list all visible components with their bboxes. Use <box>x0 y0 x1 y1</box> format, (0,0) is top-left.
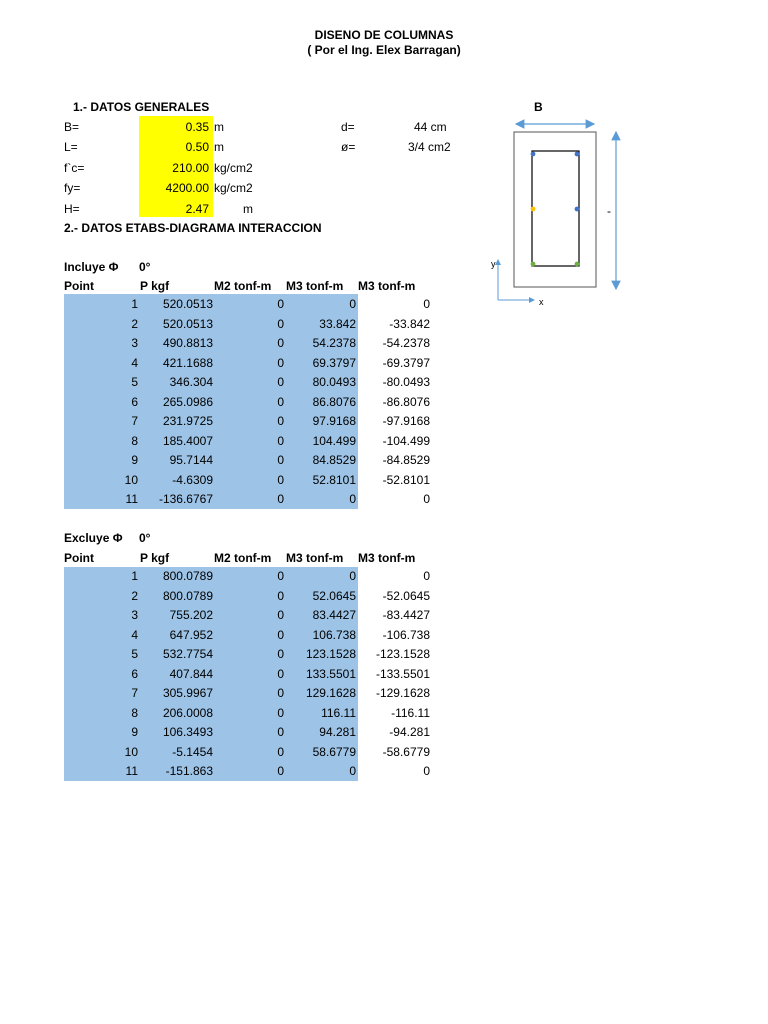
table-cell[interactable]: 69.3797 <box>312 355 356 370</box>
table-cell[interactable]: 8 <box>131 433 138 448</box>
table-cell[interactable]: 421.1688 <box>162 355 213 370</box>
table-cell[interactable]: 84.8529 <box>312 453 356 467</box>
table-cell[interactable]: -106.738 <box>382 627 430 642</box>
x-axis-label: x <box>539 297 544 307</box>
table-row <box>0 372 440 392</box>
column-header: Point <box>64 279 94 293</box>
table-cell[interactable]: 0 <box>349 764 356 778</box>
table-cell[interactable]: 0 <box>277 705 284 720</box>
label-fy: fy= <box>64 181 81 195</box>
table-row <box>0 294 440 314</box>
table-cell[interactable]: 133.5501 <box>305 666 356 681</box>
label-b: B= <box>64 120 80 134</box>
rebar <box>575 152 580 157</box>
table-row <box>0 761 440 781</box>
table-row <box>0 605 440 625</box>
table-cell[interactable]: -123.1528 <box>375 647 430 661</box>
table-cell[interactable]: 305.9967 <box>162 686 213 700</box>
table-cell[interactable]: 185.4007 <box>162 433 213 448</box>
table-cell[interactable]: 0 <box>423 297 430 311</box>
table-cell[interactable]: 123.1528 <box>305 647 356 661</box>
column-header: P kgf <box>140 551 170 565</box>
table-row <box>0 333 440 353</box>
table-cell[interactable]: 346.304 <box>169 375 213 389</box>
table-cell[interactable]: -5.1454 <box>172 744 213 759</box>
table-cell[interactable]: 95.7144 <box>169 453 213 467</box>
table-cell[interactable]: 0 <box>349 297 356 311</box>
table-row <box>0 722 440 742</box>
table-cell[interactable]: 4 <box>131 627 138 642</box>
table-cell[interactable]: 11 <box>125 492 138 506</box>
table-cell[interactable]: 265.0986 <box>162 394 213 409</box>
table-cell[interactable]: -58.6779 <box>382 744 430 759</box>
table-cell[interactable]: 0 <box>277 608 284 622</box>
table-cell[interactable]: -33.842 <box>389 316 430 331</box>
table-cell[interactable]: 0 <box>277 355 284 370</box>
table-cell[interactable]: 407.844 <box>169 666 213 681</box>
table-row <box>0 392 440 412</box>
table-cell[interactable]: 0 <box>277 492 284 506</box>
table-cell[interactable]: 6 <box>131 394 138 409</box>
table-cell[interactable]: 0 <box>349 492 356 506</box>
table-cell[interactable]: -4.6309 <box>172 472 213 487</box>
table-cell[interactable]: 0 <box>277 453 284 467</box>
column-outline <box>514 132 596 287</box>
table-cell[interactable]: 106.3493 <box>162 725 213 739</box>
table-cell[interactable]: 8 <box>131 705 138 720</box>
table-cell[interactable]: 2 <box>131 316 138 331</box>
table2-angle: 0° <box>139 531 151 545</box>
table-cell[interactable]: 4 <box>131 355 138 370</box>
unit-l: m <box>214 140 224 154</box>
table-cell[interactable]: 0 <box>277 764 284 778</box>
table-cell[interactable]: 520.0513 <box>162 297 213 311</box>
table-row <box>0 625 440 645</box>
table2-caption: Excluye Φ <box>64 531 123 545</box>
page-title: DISENO DE COLUMNAS <box>314 28 454 42</box>
label-d: d= <box>341 120 355 134</box>
table-row <box>0 489 440 509</box>
table-cell[interactable]: 3 <box>131 336 138 350</box>
table-cell[interactable]: 490.8813 <box>162 336 213 350</box>
table-cell[interactable]: -69.3797 <box>382 355 430 370</box>
section1-heading: 1.- DATOS GENERALES <box>73 100 210 114</box>
unit-fc: kg/cm2 <box>214 161 253 175</box>
table-cell[interactable]: 0 <box>277 647 284 661</box>
y-axis-label: y <box>491 259 496 269</box>
table-cell[interactable]: 129.1628 <box>305 686 356 700</box>
table1-caption: Incluye Φ <box>64 260 119 274</box>
table-cell[interactable]: 10 <box>124 744 138 759</box>
table-cell[interactable]: 0 <box>277 375 284 389</box>
label-h: H= <box>64 202 80 216</box>
table-cell[interactable]: 83.4427 <box>312 608 356 622</box>
table-cell[interactable]: 9 <box>131 725 138 739</box>
table-cell[interactable]: 116.11 <box>321 705 356 720</box>
unit-fy: kg/cm2 <box>214 181 253 195</box>
table-cell[interactable]: 58.6779 <box>312 744 356 759</box>
table-row <box>0 586 440 606</box>
table-cell[interactable]: -97.9168 <box>382 414 430 428</box>
table-cell[interactable]: 800.0789 <box>162 588 213 603</box>
table-cell[interactable]: 0 <box>423 492 430 506</box>
table-cell[interactable]: 755.202 <box>169 608 213 622</box>
value-h[interactable]: 2.47 <box>185 202 209 216</box>
column-header: M3 tonf-m <box>286 551 344 565</box>
table-cell[interactable]: -80.0493 <box>382 375 430 389</box>
table-row <box>0 314 440 334</box>
label-phi: ø= <box>341 140 356 154</box>
table-cell[interactable]: 52.0645 <box>312 588 356 603</box>
table-cell[interactable]: 0 <box>277 627 284 642</box>
table-row <box>0 644 440 664</box>
table-cell[interactable]: 5 <box>131 375 138 389</box>
table-row <box>0 742 440 762</box>
table-row <box>0 703 440 723</box>
table-cell[interactable]: 9 <box>131 453 138 467</box>
table-cell[interactable]: 0 <box>423 764 430 778</box>
table-cell[interactable]: 0 <box>277 414 284 428</box>
value-fy[interactable]: 4200.00 <box>165 181 209 195</box>
table-cell[interactable]: 10 <box>124 472 138 487</box>
table-cell[interactable]: 6 <box>131 666 138 681</box>
table-cell[interactable]: 0 <box>277 472 284 487</box>
table-cell[interactable]: 97.9168 <box>312 414 356 428</box>
table-header <box>0 276 440 296</box>
table-cell[interactable]: -104.499 <box>382 433 430 448</box>
table-cell[interactable]: 0 <box>277 744 284 759</box>
rebar <box>531 152 536 157</box>
table-cell[interactable]: 0 <box>277 297 284 311</box>
table-cell[interactable]: 106.738 <box>312 627 356 642</box>
table-cell[interactable]: 1 <box>131 297 138 311</box>
table-cell[interactable]: 206.0008 <box>162 705 213 720</box>
table-cell[interactable]: 7 <box>131 686 138 700</box>
table-cell[interactable]: 5 <box>131 647 138 661</box>
rebar <box>575 207 580 212</box>
table-cell[interactable]: 2 <box>131 588 138 603</box>
table-row <box>0 566 440 586</box>
section2-heading: 2.- DATOS ETABS-DIAGRAMA INTERACCION <box>64 221 322 235</box>
table-header <box>0 548 440 568</box>
table-cell[interactable]: 0 <box>277 725 284 739</box>
table-cell[interactable]: -129.1628 <box>375 686 430 700</box>
table-cell[interactable]: 104.499 <box>312 433 356 448</box>
value-l[interactable]: 0.50 <box>185 140 209 154</box>
table-cell[interactable]: 52.8101 <box>312 472 356 487</box>
column-header: M3 tonf-m <box>286 279 344 293</box>
table-cell[interactable]: -136.6767 <box>158 492 213 506</box>
table-cell[interactable]: -52.0645 <box>382 588 430 603</box>
value-fc[interactable]: 210.00 <box>172 161 209 175</box>
table-cell[interactable]: 0 <box>423 569 430 583</box>
label-l: L= <box>64 140 78 154</box>
column-header: P kgf <box>140 279 170 293</box>
table-cell[interactable]: -94.281 <box>389 725 430 739</box>
diagram-label-b: B <box>534 100 543 114</box>
table-row <box>0 683 440 703</box>
table-cell[interactable]: 1 <box>131 569 138 583</box>
table-cell[interactable]: 94.281 <box>319 725 356 739</box>
diagram-side-label: - <box>607 204 611 218</box>
table-cell[interactable]: 7 <box>131 414 138 428</box>
column-header: M2 tonf-m <box>214 551 272 565</box>
column-section-diagram <box>486 114 636 314</box>
table-cell[interactable]: -116.11 <box>391 705 430 720</box>
rebar <box>575 262 580 267</box>
table-row <box>0 431 440 451</box>
table-row <box>0 470 440 490</box>
table-row <box>0 664 440 684</box>
table-cell[interactable]: 3 <box>131 608 138 622</box>
table-cell[interactable]: 80.0493 <box>312 375 356 389</box>
table-cell[interactable]: 11 <box>125 764 138 778</box>
unit-h: m <box>243 202 253 216</box>
table1-angle: 0° <box>139 260 151 274</box>
rebar <box>531 262 536 267</box>
table-cell[interactable]: 0 <box>349 569 356 583</box>
table-cell[interactable]: 800.0789 <box>162 569 213 583</box>
value-phi: 3/4 cm2 <box>408 140 451 154</box>
table-cell[interactable]: 0 <box>277 666 284 681</box>
label-fc: f`c= <box>64 161 85 175</box>
table-cell[interactable]: 520.0513 <box>162 316 213 331</box>
unit-b: m <box>214 120 224 134</box>
table-cell[interactable]: 0 <box>277 336 284 350</box>
table-cell[interactable]: 532.7754 <box>162 647 213 661</box>
table-cell[interactable]: -54.2378 <box>382 336 430 350</box>
table-cell[interactable]: -86.8076 <box>382 394 430 409</box>
column-header: M2 tonf-m <box>214 279 272 293</box>
table-cell[interactable]: -83.4427 <box>382 608 430 622</box>
column-header: M3 tonf-m <box>358 279 416 293</box>
table-row <box>0 411 440 431</box>
column-header: M3 tonf-m <box>358 551 416 565</box>
value-b[interactable]: 0.35 <box>185 120 209 134</box>
table-cell[interactable]: -52.8101 <box>382 472 430 487</box>
column-header: Point <box>64 551 94 565</box>
page-subtitle: ( Por el Ing. Elex Barragan) <box>307 43 461 57</box>
table-cell[interactable]: -84.8529 <box>382 453 430 467</box>
table-cell[interactable]: 33.842 <box>319 316 356 331</box>
table-cell[interactable]: 0 <box>277 588 284 603</box>
table-cell[interactable]: 86.8076 <box>312 394 356 409</box>
table-cell[interactable]: 0 <box>277 433 284 448</box>
table-cell[interactable]: 0 <box>277 686 284 700</box>
table-row <box>0 353 440 373</box>
value-d: 44 cm <box>414 120 447 134</box>
table-cell[interactable]: 0 <box>277 569 284 583</box>
table-cell[interactable]: 0 <box>277 316 284 331</box>
table-cell[interactable]: -151.863 <box>165 764 213 778</box>
table-cell[interactable]: 231.9725 <box>162 414 213 428</box>
table-cell[interactable]: -133.5501 <box>375 666 430 681</box>
table-cell[interactable]: 0 <box>277 394 284 409</box>
stirrup <box>532 151 579 266</box>
rebar <box>531 207 536 212</box>
table-cell[interactable]: 54.2378 <box>312 336 356 350</box>
table-row <box>0 450 440 470</box>
table-cell[interactable]: 647.952 <box>169 627 213 642</box>
